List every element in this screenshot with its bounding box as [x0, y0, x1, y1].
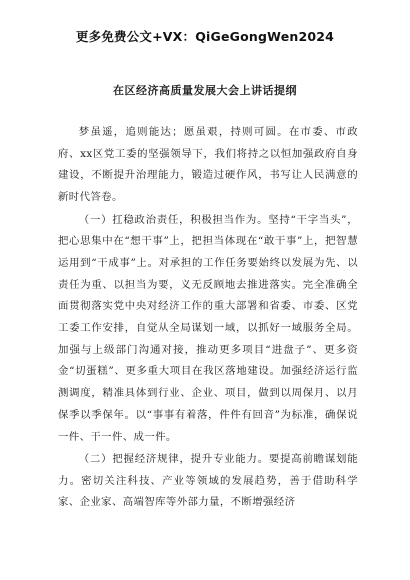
promo-banner: 更多免费公文+VX：QiGeGongWen2024 — [75, 29, 335, 44]
paragraph-section-1: （一）扛稳政治责任，积极担当作为。坚持“干字当头”，把心思集中在“想干事”上，把担当体现在“敢干事”上，把智慧运用到“干成事”上。对承担的工作任务要始终以发展为先、以责任为重、以担当为要，义无反顾地去推进落实。完全准确全面贯彻落实党中央对经济工作的重大部署和省委、市委、区党工委工作安排，自觉从全局谋划一域，以抓好一域服务全局。加强与上级部门沟通对接，推动更多项目“进盘子”、更多资金“切蛋糕”、更多重大项目在我区落地建设。加强经济运行监测调度，精准具体到行业、企业、项目，做到以周保月、以月保季以季保年。以“事事有着落，件件有回音”为标准，确保说一件、干一件、成一件。 — [58, 213, 358, 443]
paragraph-intro: 梦虽遥，追则能达；愿虽艰，持则可圆。在市委、市政府、xx区党工委的坚强领导下，我们将持之以恒加强政府自身建设，不断提升治理能力，锻造过硬作风，书写让人民满意的新时代答卷。 — [58, 126, 358, 204]
paragraph-section-2: （二）把握经济规律，提升专业能力。要提高前瞻谋划能力。密切关注科技、产业等领域的发展趋势，善于借助科学家、企业家、高端智库等外部力量，不断增强经济 — [58, 452, 358, 509]
document-body — [58, 122, 358, 515]
document-title: 在区经济高质量发展大会上讲话提纲 — [113, 84, 297, 97]
